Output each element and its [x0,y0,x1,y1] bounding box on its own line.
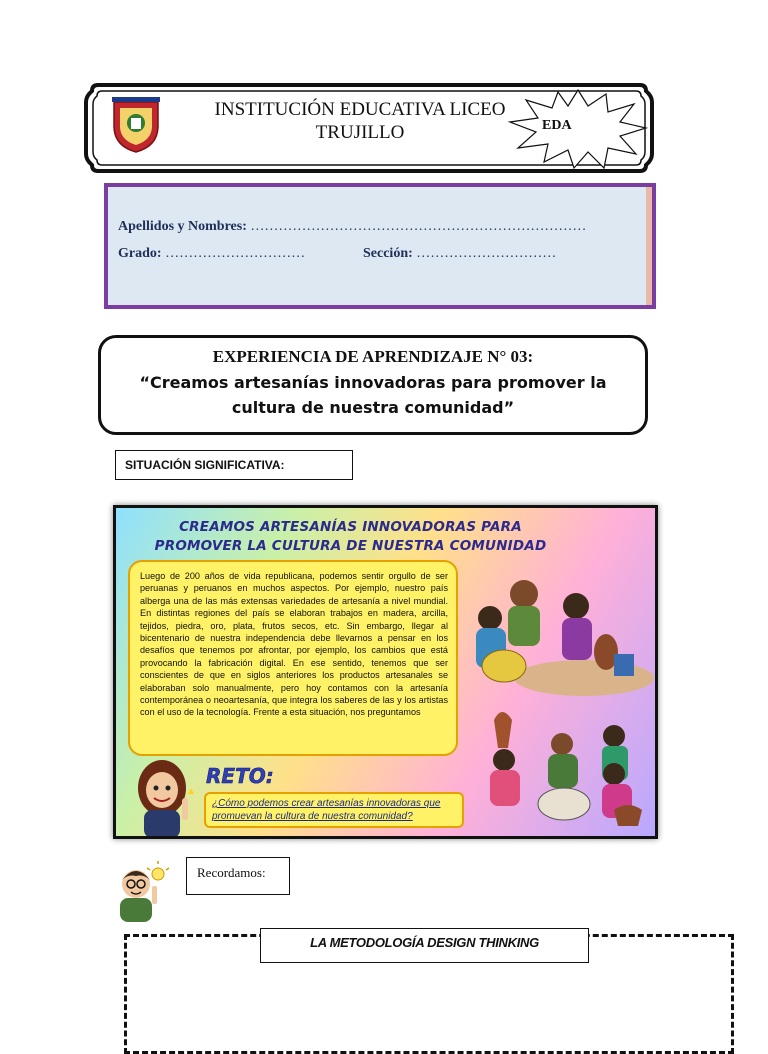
section-blank: ………………………… [416,246,557,261]
recordamos-box: Recordamos: [186,857,290,895]
grade-field[interactable] [118,246,305,262]
box-side-strip [646,187,652,305]
situation-poster [113,505,658,839]
poster-title: CREAMOS ARTESANÍAS INNOVADORAS PARA PROMOVER LA CULTURA DE NUESTRA COMUNIDAD [154,519,547,554]
student-info-box [104,183,656,309]
names-field[interactable] [118,219,586,235]
eda-starburst-badge [508,88,648,170]
names-blank: ……………………………………………………………… [250,219,587,234]
design-thinking-title: LA METODOLOGÍA DESIGN THINKING [260,928,589,963]
reto-label: RETO: [206,764,274,788]
grade-label: Grado: [118,246,162,261]
section-field[interactable] [363,246,556,262]
experience-title: EXPERIENCIA DE APRENDIZAJE N° 03: [212,347,534,366]
section-label: Sección: [363,246,413,261]
school-crest-logo [110,96,162,154]
eda-label: EDA [542,118,572,133]
experience-box [98,335,648,435]
experience-subtitle: “Creamos artesanías innovadoras para promover la cultura de nuestra comunidad” [139,373,607,417]
situation-label: SITUACIÓN SIGNIFICATIVA: [115,450,353,480]
reto-question: ¿Cómo podemos crear artesanías innovadoras que promuevan la cultura de nuestra comunidad? [204,792,464,828]
poster-body-text: Luego de 200 años de vida republicana, podemos sentir orgullo de ser peruanas y peruanos en muchos aspectos. Por ejemplo, nuestro país alberga una de las más extensas variedades de artesanía a nivel mundial. En distintas regiones del país se elaboran trabajos en madera, arcilla, tejidos, piedra, oro, plata, frutos secos, etc. Sin embargo, llegar al bicentenario de nuestra independencia debe llevarnos a pensar en los desafíos que tenemos por afrontar, por ejemplo, los cambios que está provocando la fabricación digital. En ese sentido, tenemos que ser conscientes de que en siglos anteriores los productos artesanales se elaboraban solo manualmente, pero hoy contamos con la artesanía contemporánea o neoartesanía, que integra los saberes de las y los artistas con el uso de la tecnología. Frente a esta situación, nos preguntamos [128,560,458,756]
teacher-avatar [132,758,196,838]
institution-title: INSTITUCIÓN EDUCATIVA LICEO TRUJILLO [214,99,506,143]
artisans-illustration [464,548,656,836]
student-with-lightbulb-icon [112,860,170,922]
grade-blank: ………………………… [165,246,306,261]
names-label: Apellidos y Nombres: [118,219,247,234]
